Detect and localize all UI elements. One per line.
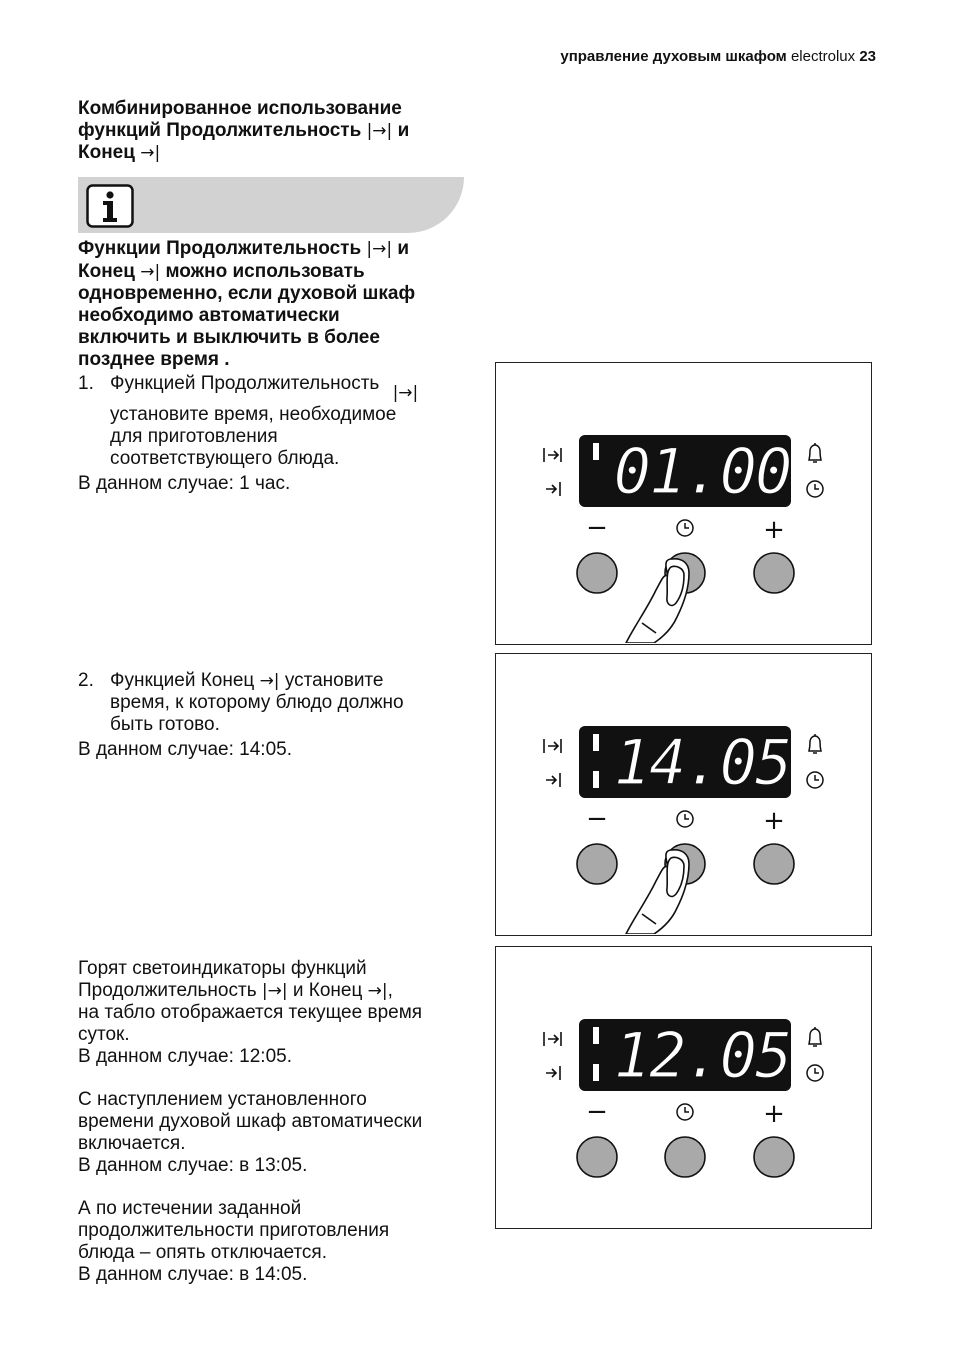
step-number: 2. [78, 670, 94, 691]
plus-button [754, 844, 794, 884]
control-panel-1 [495, 362, 872, 645]
step-2: 2. Функцией Конец →| установите время, к которому блюдо должно быть готово. В данном случае: 14:05. [78, 670, 478, 761]
step-example: В данном случае: 12:05. [78, 1046, 293, 1067]
step-example: В данном случае: 1 час. [78, 473, 291, 494]
end-symbol-icon: →| [140, 143, 161, 163]
control-panel-3 [495, 946, 872, 1229]
step-example: В данном случае: в 14:05. [78, 1264, 308, 1285]
plus-label: + [763, 515, 785, 545]
finger-icon [626, 559, 689, 643]
end-indicator-light [593, 771, 599, 788]
minus-button [577, 844, 617, 884]
note-text: Функции Продолжительность |→| и Конец →| можно использовать одновременно, если духовой шкаф необходимо автоматически включить и выключить в более позднее время . [78, 238, 416, 370]
title-line-1: Комбинированное использование [78, 98, 402, 119]
info-icon [86, 184, 134, 228]
end-icon [546, 1066, 560, 1080]
duration-icon [544, 1032, 561, 1046]
header-brand: electrolux [790, 48, 856, 65]
end-icon [546, 773, 560, 787]
clock-icon [807, 772, 823, 788]
duration-indicator-light [593, 1027, 599, 1044]
control-panel-2 [495, 653, 872, 936]
display-value: 01.00 [613, 435, 791, 508]
duration-icon [544, 739, 561, 753]
clock-select-icon [677, 1104, 693, 1120]
duration-symbol-icon: |→| [392, 383, 419, 403]
plus-label: + [763, 806, 785, 836]
title-line-2: функций Продолжительность |→| и [78, 120, 410, 141]
minus-button [577, 1137, 617, 1177]
clock-icon [807, 481, 823, 497]
clock-select-icon [677, 520, 693, 536]
end-symbol-icon: →| [259, 671, 280, 691]
section-title [78, 98, 478, 164]
control-panel-illustration [496, 654, 870, 934]
plus-button [754, 1137, 794, 1177]
bell-icon [809, 443, 821, 462]
duration-indicator-light [593, 443, 599, 460]
minus-label: − [586, 804, 608, 834]
step-example: В данном случае: в 13:05. [78, 1155, 308, 1176]
end-symbol-icon: →| [140, 261, 161, 282]
minus-button [577, 553, 617, 593]
page-header [560, 48, 876, 65]
plus-button [754, 553, 794, 593]
bell-icon [809, 1027, 821, 1046]
plus-label: + [763, 1099, 785, 1129]
step-3: Горят светоиндикаторы функций Продолжительность |→| и Конец →|, на табло отображается текущее время суток. В данном случае: 12:05. С наступлением установленного времени духовой шкаф автоматически включается. В данном случае: в 13:05. А по истечении заданной продолжительности приготовления блюда – опять отключается. В данном случае: в 14:05. [78, 958, 478, 1286]
page-number: 23 [859, 48, 876, 65]
end-symbol-icon: →| [367, 981, 388, 1001]
display-value: 14.05 [613, 726, 791, 799]
duration-symbol-icon: |→| [366, 121, 393, 141]
bell-icon [809, 734, 821, 753]
header-section: управление духовым шкафом [560, 48, 787, 65]
control-panel-illustration [496, 947, 870, 1227]
control-panel-illustration [496, 363, 870, 643]
minus-label: − [586, 1097, 608, 1127]
duration-icon [544, 448, 561, 462]
duration-symbol-icon: |→| [366, 239, 393, 259]
display-value: 12.05 [613, 1019, 791, 1092]
step-number: 1. [78, 373, 94, 394]
step-1: 1. Функцией Продолжительность |→| установите время, необходимое для приготовления соответствующего блюда. В данном случае: 1 час. [78, 373, 478, 495]
step-example: В данном случае: 14:05. [78, 739, 293, 760]
title-line-3: Конец →| [78, 142, 161, 163]
info-bar [78, 177, 464, 233]
duration-symbol-icon: |→| [261, 981, 288, 1001]
clock-button [665, 1137, 705, 1177]
clock-select-icon [677, 811, 693, 827]
finger-icon [626, 850, 689, 934]
clock-icon [807, 1065, 823, 1081]
duration-indicator-light [593, 734, 599, 751]
minus-label: − [586, 513, 608, 543]
end-icon [546, 482, 560, 496]
end-indicator-light [593, 1064, 599, 1081]
